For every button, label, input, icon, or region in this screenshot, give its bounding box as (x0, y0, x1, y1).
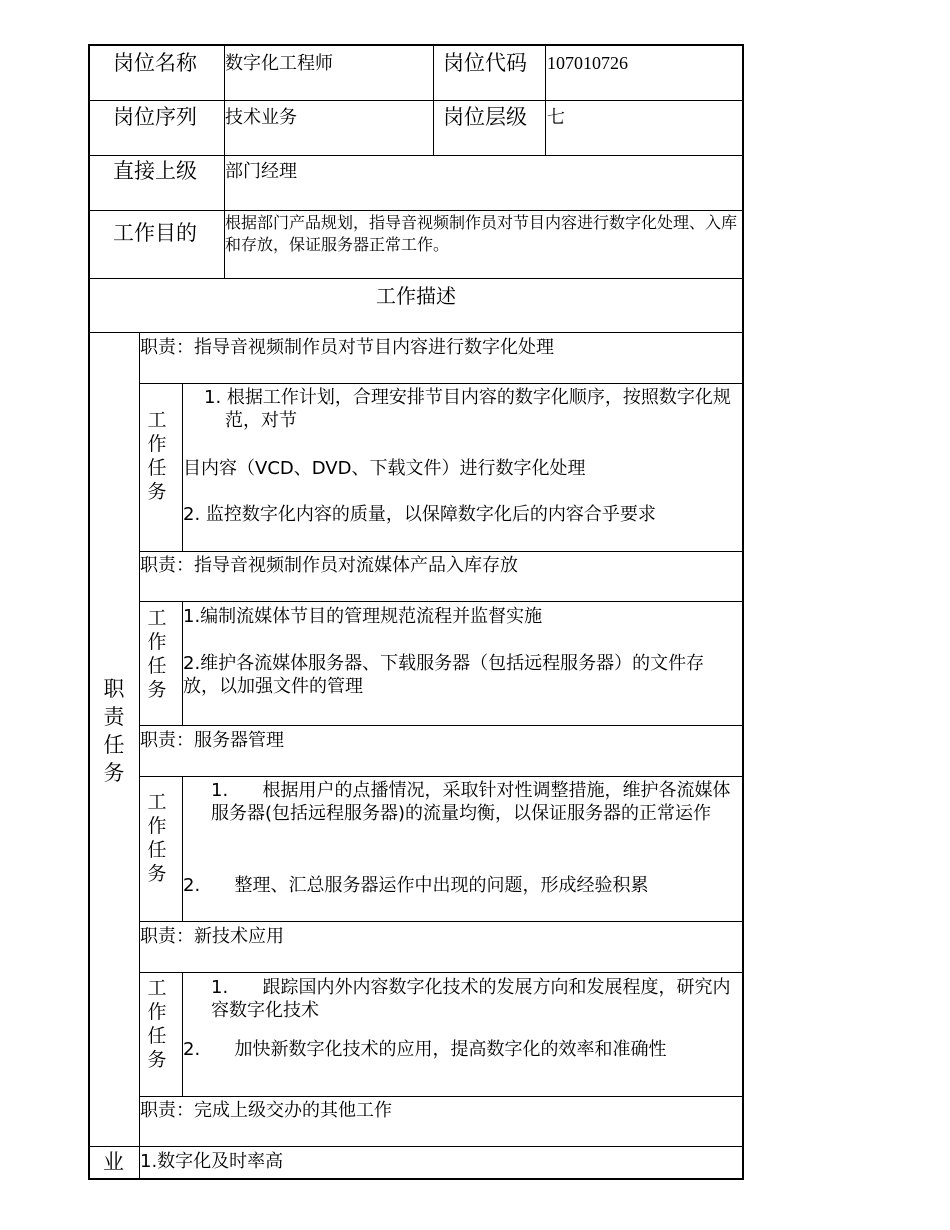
superior-value: 部门经理 (225, 161, 297, 182)
border (139, 776, 744, 777)
task-item: 1. 根据用户的点播情况，采取针对性调整措施，维护各流媒体服务器(包括远程服务器)的流量均衡，以保证服务器的正常运作 (211, 780, 731, 825)
task-label: 工作任务 (147, 977, 167, 1071)
task-item: 2.维护各流媒体服务器、下载服务器（包括远程服务器）的文件存放，以加强文件的管理 (183, 653, 705, 698)
border (139, 972, 744, 973)
sequence-label: 岗位序列 (113, 105, 197, 129)
performance-item: 1.数字化及时率高 (140, 1151, 284, 1172)
border (182, 776, 183, 921)
task-label: 工作任务 (147, 791, 167, 885)
position-code-label: 岗位代码 (443, 51, 527, 75)
task-item: 目内容（VCD、DVD、下载文件）进行数字化处理 (183, 458, 586, 479)
border (88, 44, 90, 1180)
position-name-value: 数字化工程师 (225, 53, 333, 74)
border (88, 44, 744, 46)
task-item: 2. 整理、汇总服务器运作中出现的问题，形成经验积累 (183, 875, 649, 896)
border (139, 332, 140, 1180)
duty-title: 职责：新技术应用 (140, 926, 284, 947)
border (139, 601, 744, 602)
border (139, 921, 744, 922)
sequence-value: 技术业务 (225, 107, 297, 128)
border (545, 44, 546, 155)
border (433, 44, 434, 155)
border (742, 44, 744, 1180)
level-value: 七 (547, 107, 565, 128)
position-name-label: 岗位名称 (113, 51, 197, 75)
goal-value: 根据部门产品规划，指导音视频制作员对节目内容进行数字化处理、入库和存放，保证服务器正常工作。 (225, 213, 738, 254)
border (88, 155, 744, 156)
task-item: 1. 根据工作计划，合理安排节目内容的数字化顺序，按照数字化规范，对节 (204, 387, 731, 432)
goal-label: 工作目的 (113, 221, 197, 245)
position-code-value: 107010726 (547, 53, 628, 73)
task-item: 1.编制流媒体节目的管理规范流程并监督实施 (183, 606, 543, 627)
duties-label: 职责任务 (103, 677, 125, 785)
performance-label: 业 (103, 1150, 124, 1174)
border (182, 972, 183, 1096)
border (88, 1178, 744, 1180)
duty-title: 职责：完成上级交办的其他工作 (140, 1100, 392, 1121)
border (139, 725, 744, 726)
border (88, 100, 744, 101)
border (139, 551, 744, 552)
task-item: 2. 加快新数字化技术的应用，提高数字化的效率和准确性 (183, 1039, 667, 1060)
duty-title: 职责：指导音视频制作员对流媒体产品入库存放 (140, 555, 518, 576)
duty-title: 职责：指导音视频制作员对节目内容进行数字化处理 (140, 337, 554, 358)
border (88, 278, 744, 279)
duty-title: 职责：服务器管理 (140, 730, 284, 751)
level-label: 岗位层级 (443, 105, 527, 129)
task-label: 工作任务 (147, 607, 167, 701)
superior-label: 直接上级 (113, 159, 197, 183)
task-item: 2. 监控数字化内容的质量，以保障数字化后的内容合乎要求 (183, 504, 656, 525)
section-title: 工作描述 (376, 284, 456, 308)
border (139, 1096, 744, 1097)
border (88, 1146, 744, 1147)
task-item: 1. 跟踪国内外内容数字化技术的发展方向和发展程度，研究内容数字化技术 (211, 977, 731, 1022)
border (88, 332, 744, 333)
border (88, 210, 744, 211)
task-label: 工作任务 (147, 409, 167, 503)
border (139, 383, 744, 384)
